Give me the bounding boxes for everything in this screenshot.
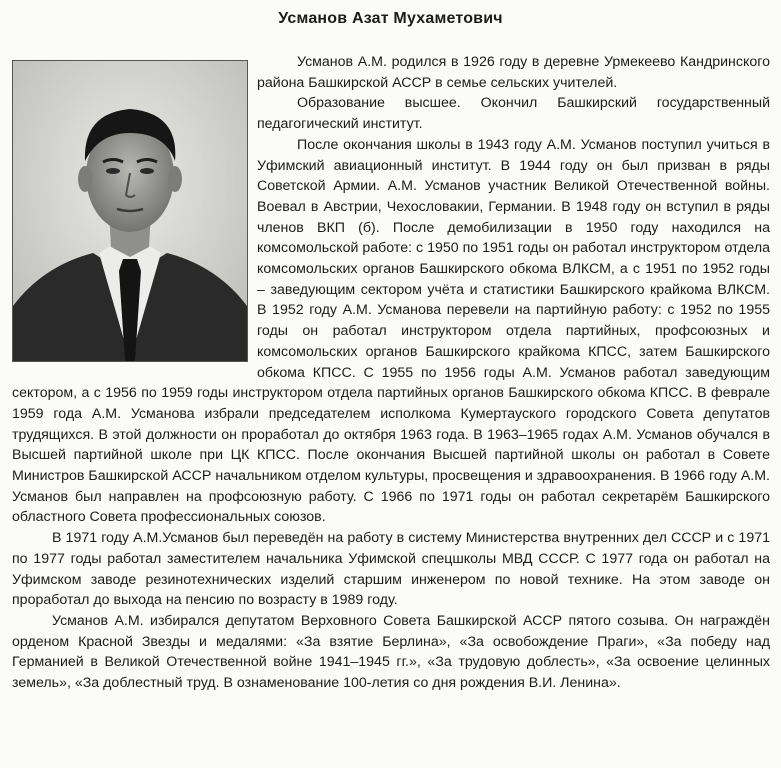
paragraph-education: Образование высшее. Окончил Башкирский государственный педагогический институт. (257, 95, 770, 133)
paragraph-career: После окончания школы в 1943 году А.М. Усманов поступил учиться в Уфимский авиационный институт. В 1944 году он был призван в ряды Советской Армии. А.М. Усманов участник Великой Отечественной войны. Воевал в Австрии, Чехословакии, Германии. В 1948 году он вступил в ряды членов ВКП (б). После демобилизации в 1950 году находился на комсомольской работе: с 1950 по 1951 годы он работал инструктором отдела комсомольских органов Башкирского обкома ВЛКСМ, а с 1951 по 1952 годы – заведующим сектором учёта и статистики Башкирского крайкома ВЛКСМ. В 1952 году А.М. Усманова перевели на партийную работу: с 1952 по 1955 годы он работал инструктором отдела партийных, профсоюзных и комсомольских органов Башкирского крайкома КПСС, затем Башкирского обкома КПСС. С 1955 по 1956 годы А.М. Усманов работал заведующим сектором, а с 1956 по 1959 годы инструктором отдела партийных органов Башкирского обкома КПСС. В феврале 1959 года А.М. Усманова избрали председателем исполкома Кумертауского городского Совета депутатов трудящихся. В этой должности он проработал до октября 1963 года. В 1963–1965 годах А.М. Усманов обучался в Высшей партийной школе при ЦК КПСС. После окончания Высшей партийной школы он работал в Совете Министров Башкирской АССР начальником отделом культуры, просвещения и здравоохранения. В 1966 году А.М. Усманов был направлен на профсоюзную работу. С 1966 по 1971 годы он работал секретарём Башкирского областного Совета профессиональных союзов. (12, 136, 770, 526)
biography-text (12, 52, 770, 694)
paragraph-mvd: В 1971 году А.М.Усманов был переведён на работу в систему Министерства внутренних дел СССР и с 1971 по 1977 годы работал заместителем начальника Уфимской спецшколы МВД СССР. С 1977 года он работал на Уфимском заводе резинотехнических изделий старшим инженером по новой технике. На этом заводе он проработал до выхода на пенсию по возрасту в 1989 году. (12, 530, 770, 609)
paragraph-birth: Усманов А.М. родился в 1926 году в деревне Урмекеево Кандринского района Башкирской АССР в семье сельских учителей. (257, 54, 770, 91)
photo-wrap-spacer (12, 52, 257, 370)
page-title: Усманов Азат Мухаметович (278, 10, 503, 27)
paragraph-awards: Усманов А.М. избирался депутатом Верховного Совета Башкирской АССР пятого созыва. Он награждён орденом Красной Звезды и медалями: «За взятие Берлина», «За освобождение Праги», «За победу над Германией в Великой Отечественной войне 1941–1945 гг.», «За трудовую доблесть», «За освоение целинных земель», «За доблестный труд. В ознаменование 100-летия со дня рождения В.И. Ленина». (12, 612, 770, 692)
